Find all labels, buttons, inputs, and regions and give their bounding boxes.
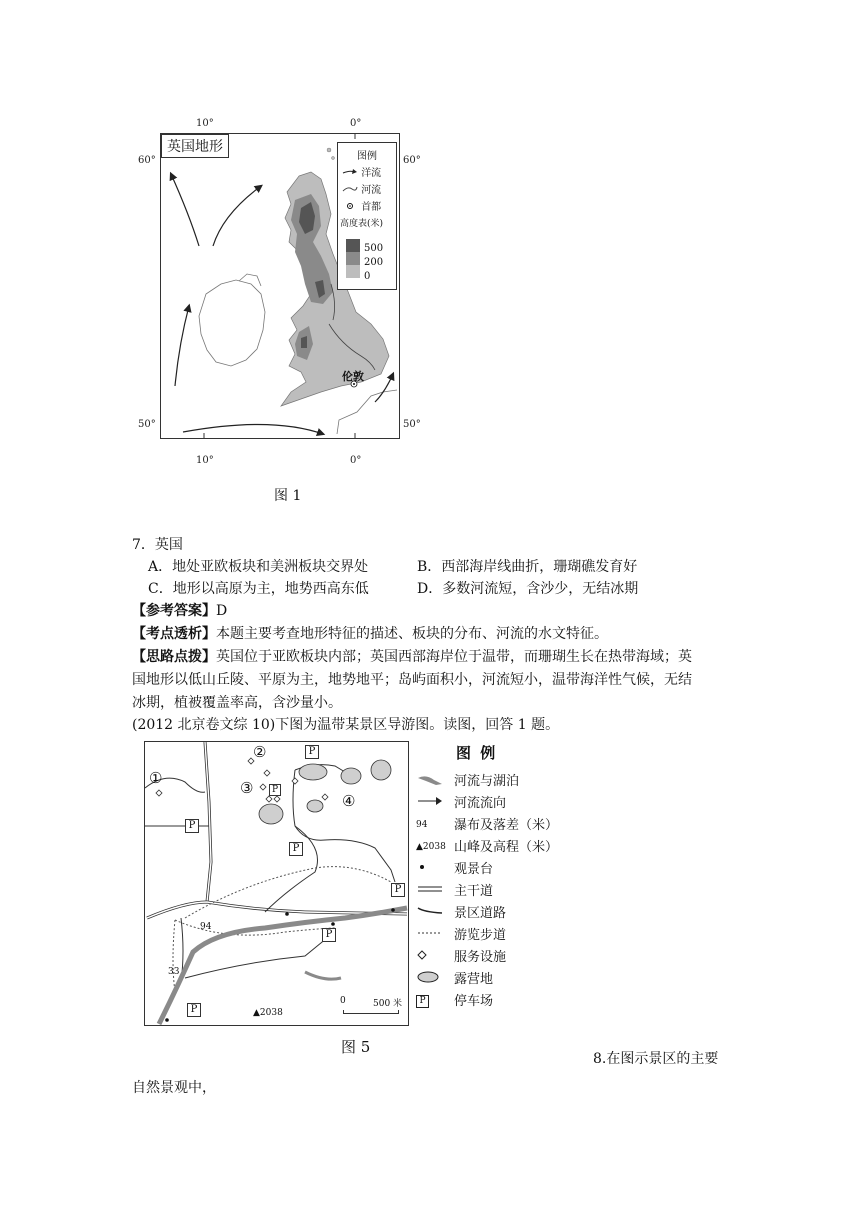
elevation-value-500: 500 (364, 243, 384, 254)
elevation-swatch-low (346, 265, 360, 278)
lon-label-bottom-left: 10° (196, 455, 214, 466)
parking-icon: P (416, 995, 429, 1008)
main-road-icon (416, 882, 444, 896)
lon-label-top-right: 0° (350, 118, 362, 129)
legend-label: 服务设施 (454, 950, 507, 965)
legend-item-river-lake (416, 772, 520, 790)
question7-analysis (132, 623, 608, 645)
lon-label-bottom-right: 0° (350, 455, 362, 466)
lat-label-bottom-left: 50° (138, 419, 156, 430)
footpath-icon (416, 926, 444, 940)
river-lake-icon (416, 772, 444, 786)
legend-item-peak (416, 838, 559, 855)
waterfall-drop-33: 33 (168, 967, 180, 977)
scenic-road-icon (416, 904, 444, 918)
question7-stem: 7．英国 (132, 537, 183, 553)
figure5-caption: 图 5 (341, 1038, 371, 1056)
question7-hint (132, 646, 692, 668)
legend-label: 景区道路 (454, 906, 507, 921)
peak-icon: ▲2038 (416, 842, 446, 852)
legend-label: 河流流向 (454, 796, 507, 811)
question7-hint-line2: 国地形以低山丘陵、平原为主，地势地平；岛屿面积小，河流短小，温带海洋性气候，无结 (132, 672, 692, 688)
figure1-caption: 图 1 (274, 488, 302, 504)
answer-value: D (216, 603, 228, 619)
question7-answer (132, 600, 227, 622)
parking-icon: P (289, 842, 303, 856)
legend-item-viewpoint (416, 860, 494, 878)
hint-line: 英国位于亚欧板块内部；英国西部海岸位于温带，而珊瑚生长在热带海域；英 (216, 649, 692, 665)
legend-item-service (416, 948, 507, 966)
lat-label-top-left: 60° (138, 155, 156, 166)
legend-elevation-title: 高度表(米) (340, 219, 384, 229)
parking-icon: P (269, 784, 281, 796)
diamond-icon (416, 948, 444, 962)
question7-option-c: C．地形以高原为主，地势西高东低 (148, 581, 369, 597)
figure1-title: 英国地形 (161, 134, 229, 158)
hint-label: 【思路点拨】 (132, 649, 216, 665)
legend-item-waterfall (416, 816, 559, 833)
figure5-legend (416, 742, 608, 1009)
legend-title: 图例 (357, 151, 377, 162)
elevation-swatch-mid (346, 252, 360, 265)
peak-label: ▲2038 (253, 1008, 283, 1018)
legend-item-footpath (416, 926, 507, 944)
viewpoint-icon (416, 860, 444, 874)
camp-icon (416, 970, 444, 984)
legend-item-camp (416, 970, 494, 988)
analysis-text: 本题主要考查地形特征的描述、板块的分布、河流的水文特征。 (216, 626, 608, 642)
legend-item-main-road (416, 882, 494, 900)
marker-1: ① (149, 769, 163, 787)
parking-icon: P (391, 883, 405, 897)
legend-item-parking (416, 992, 494, 1009)
ocean-current-arrow (183, 424, 323, 434)
legend-label: 游览步道 (454, 928, 507, 943)
lon-label-top-left: 10° (196, 118, 214, 129)
legend-label: 河流与湖泊 (454, 774, 520, 789)
legend-item-ocean-current (342, 164, 396, 179)
question8-intro: (2012 北京卷文综 10)下图为温带某景区导游图。读图，回答 1 题。 (132, 717, 560, 733)
legend-item-capital (342, 198, 396, 213)
marker-3: ③ (240, 779, 254, 797)
figure1-legend (337, 142, 397, 290)
legend-label: 河流 (361, 185, 382, 196)
parking-icon: P (185, 819, 199, 833)
analysis-label: 【考点透析】 (132, 626, 216, 642)
ocean-current-arrow (175, 306, 189, 386)
elevation-value-0: 0 (364, 271, 371, 282)
legend-label: 露营地 (454, 972, 494, 987)
question8-stem-part1: 8.在图示景区的主要 (593, 1051, 719, 1067)
river-icon (342, 185, 358, 193)
parking-icon: P (187, 1003, 201, 1017)
elevation-value-200: 200 (364, 257, 384, 268)
question7-option-b: B．西部海岸线曲折，珊瑚礁发育好 (417, 559, 638, 575)
city-label-london: 伦敦 (342, 370, 364, 383)
lat-label-bottom-right: 50° (403, 419, 421, 430)
ocean-current-arrow (213, 186, 261, 246)
arrow-icon (416, 794, 444, 808)
scale-label-0: 0 (340, 996, 346, 1006)
ocean-current-arrow (171, 174, 199, 246)
legend-label: 首都 (361, 202, 382, 213)
legend-item-flow-direction (416, 794, 507, 812)
legend-label: 观景台 (454, 862, 494, 877)
legend-label: 洋流 (361, 168, 382, 179)
legend-label: 停车场 (454, 994, 494, 1009)
question7-hint-line3: 冰期，植被覆盖率高，含沙量小。 (132, 695, 342, 711)
ocean-current-arrow (375, 374, 393, 402)
elevation-swatch-high (346, 239, 360, 252)
scale-label-500: 500 米 (373, 999, 403, 1009)
legend-title: 图 例 (456, 744, 498, 762)
question7-option-a: A．地处亚欧板块和美洲板块交界处 (148, 559, 369, 575)
capital-icon (342, 202, 358, 210)
arrow-icon (342, 168, 358, 176)
lat-label-top-right: 60° (403, 155, 421, 166)
ireland-outline (199, 280, 265, 366)
parking-icon: P (322, 928, 336, 942)
legend-label: 山峰及高程（米） (454, 840, 559, 855)
marker-4: ④ (342, 792, 356, 810)
marker-2: ② (253, 743, 267, 761)
question8-stem-part2: 自然景观中， (132, 1080, 216, 1096)
parking-icon: P (305, 745, 319, 759)
legend-item-river (342, 181, 396, 196)
legend-label: 瀑布及落差（米） (454, 818, 559, 833)
answer-label: 【参考答案】 (132, 603, 216, 619)
waterfall-drop-94: 94 (200, 922, 212, 932)
question7-option-d: D．多数河流短，含沙少，无结冰期 (417, 581, 639, 597)
waterfall-icon: 94 (416, 820, 428, 830)
legend-item-scenic-road (416, 904, 507, 922)
legend-label: 主干道 (454, 884, 494, 899)
